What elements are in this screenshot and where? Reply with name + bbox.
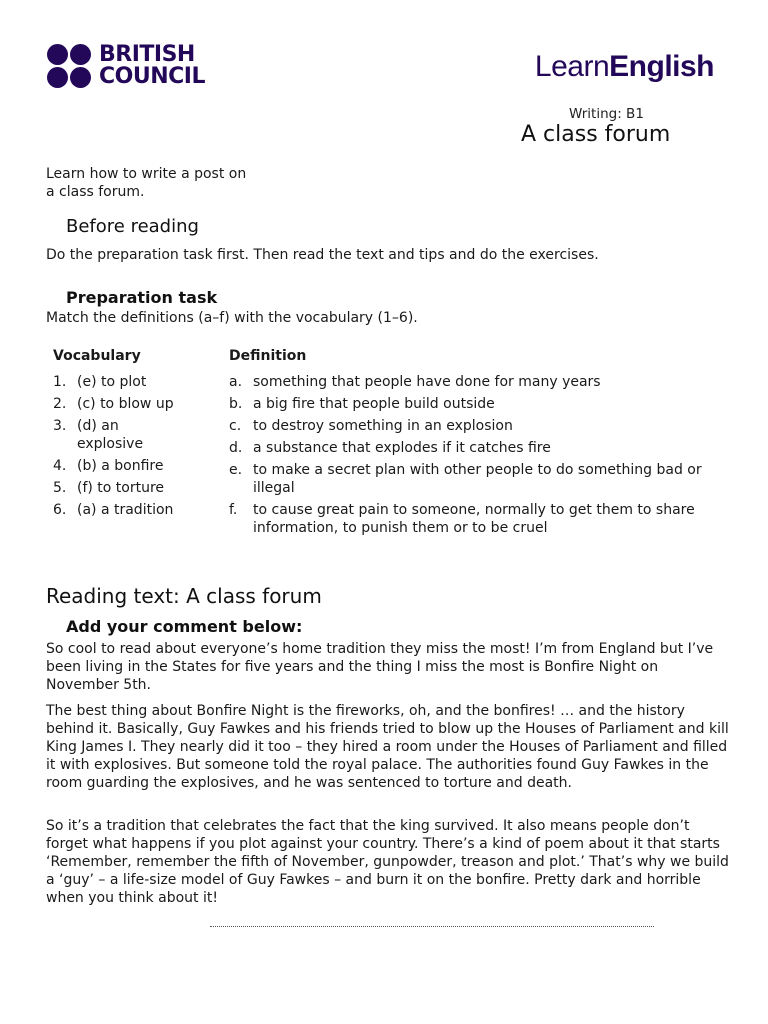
definition-column-header: Definition <box>229 348 307 364</box>
forum-paragraph-2: The best thing about Bonfire Night is the fireworks, oh, and the bonfires! … and the history behind it. Basically, Guy Fawkes and his friends tried to blow up the Houses of Parliament and kill King James I. They nearly did it too – they hired a room under the Houses of Parliament and filled it with explosives. But someone told the royal palace. The authorities found Guy Fawkes in the room guarding the explosives, and he was sentenced to torture and death. <box>46 703 729 791</box>
forum-paragraph-1: So cool to read about everyone’s home tradition they miss the most! I’m from England but I’ve been living in the States for five years and the thing I miss the most is Bonfire Night on November 5th. <box>46 641 714 693</box>
british-council-wordmark: BRITISH COUNCIL <box>99 42 205 89</box>
before-reading-heading: Before reading <box>66 216 199 237</box>
vocabulary-column-header: Vocabulary <box>53 348 141 364</box>
vocabulary-item: 5. (f) to torture <box>53 480 165 496</box>
vocabulary-item: 4. (b) a bonfire <box>53 458 164 474</box>
reading-text-heading: Reading text: A class forum <box>46 584 322 608</box>
definition-item: a. something that people have done for many years <box>229 374 601 390</box>
vocabulary-item: 2. (c) to blow up <box>53 396 174 412</box>
british-council-logo <box>47 44 222 90</box>
definition-item: d. a substance that explodes if it catches fire <box>229 440 551 456</box>
definition-item: c. to destroy something in an explosion <box>229 418 513 434</box>
definition-item: f. to cause great pain to someone, normally to get them to share information, to punish them or to be cruel <box>229 502 695 536</box>
vocabulary-item: 3. (d) an explosive <box>53 418 144 452</box>
intro-text: Learn how to write a post on a class forum. <box>46 166 247 200</box>
learnenglish-logo: LearnEnglish <box>534 50 714 83</box>
vocabulary-item: 6. (a) a tradition <box>53 502 174 518</box>
page-title: A class forum <box>521 122 671 147</box>
british-council-dots-icon <box>47 44 93 90</box>
preparation-instruction: Match the definitions (a–f) with the vocabulary (1–6). <box>46 310 418 326</box>
definition-item: e. to make a secret plan with other people to do something bad or illegal <box>229 462 702 496</box>
forum-paragraph-3: So it’s a tradition that celebrates the fact that the king survived. It also means people don’t forget what happens if you plot against your country. There’s a kind of poem about it that starts ‘Remember, remember the fifth of November, gunpowder, treason and plot.’ That’s why we build a ‘guy’ – a life-size model of Guy Fawkes – and burn it on the bonfire. Pretty dark and horrible when you think about it! <box>46 818 729 906</box>
comment-heading: Add your comment below: <box>66 617 303 636</box>
preparation-heading: Preparation task <box>66 288 218 307</box>
vocabulary-list <box>53 373 223 523</box>
definition-list <box>229 373 709 541</box>
before-reading-text: Do the preparation task first. Then read the text and tips and do the exercises. <box>46 247 599 263</box>
level-label: Writing: B1 <box>569 106 644 122</box>
dotted-separator <box>210 918 654 927</box>
vocabulary-item: 1. (e) to plot <box>53 374 147 390</box>
definition-item: b. a big fire that people build outside <box>229 396 495 412</box>
